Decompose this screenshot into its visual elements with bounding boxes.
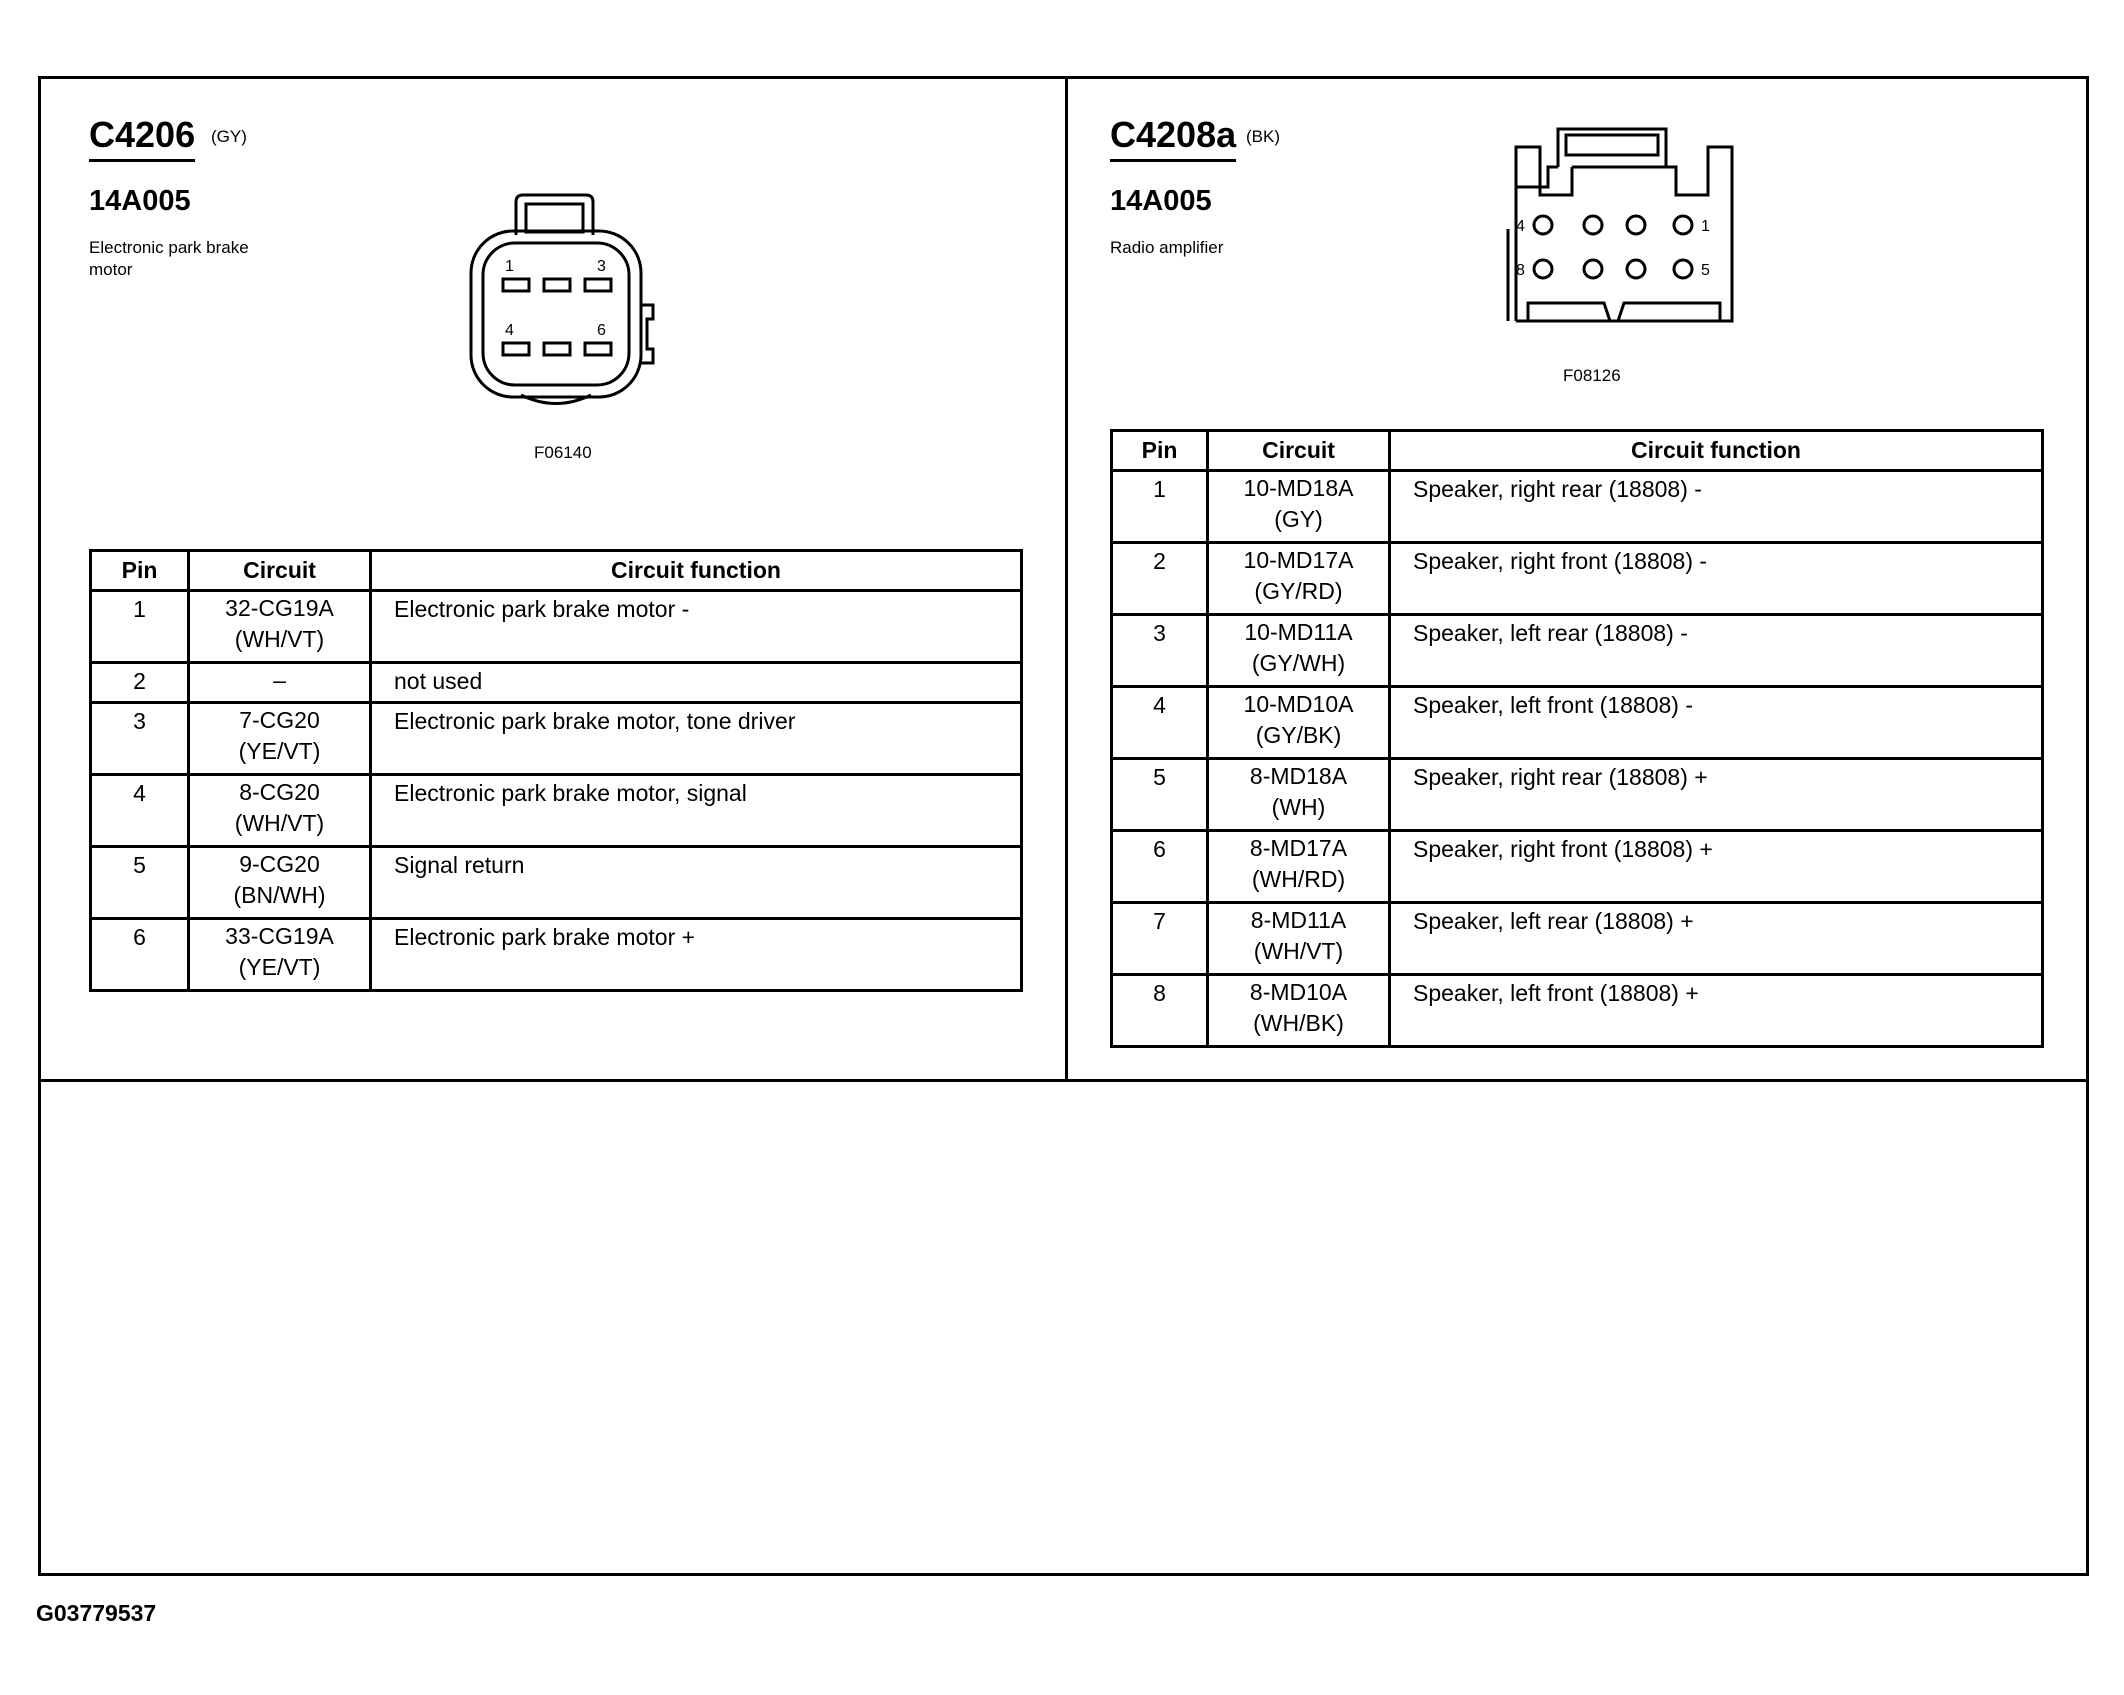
connector-id: C4206: [89, 115, 195, 162]
connector-face-diagram: [461, 187, 701, 427]
table-row: [1112, 687, 2043, 759]
wire-color: (WH/VT): [234, 810, 325, 836]
circuit-cell: [1208, 471, 1390, 543]
connector-panel-c4208a: [1068, 79, 2089, 1079]
connector-panel-c4206: [41, 79, 1065, 1079]
circuit-function: Electronic park brake motor, signal: [371, 775, 1022, 847]
pin-cavity-1: [1674, 216, 1692, 234]
circuit-id: 32-CG19A: [225, 595, 334, 621]
wire-color: (BN/WH): [233, 882, 326, 908]
wire-color: (GY/WH): [1251, 650, 1346, 676]
connector-sheet: [38, 76, 2089, 1576]
table-row: [1112, 831, 2043, 903]
circuit-id: 10-MD18A: [1243, 475, 1354, 501]
wire-color: (WH/RD): [1251, 866, 1346, 892]
graphic-id: G03779537: [36, 1600, 157, 1626]
circuit-id: –: [273, 667, 286, 693]
circuit-id: 10-MD11A: [1244, 619, 1353, 645]
connector-keyway-right: [1618, 303, 1720, 321]
column-header-circuit: Circuit: [189, 551, 371, 591]
pin-number: 3: [91, 703, 189, 775]
circuit-cell: [1208, 543, 1390, 615]
circuit-id: 8-MD18A: [1249, 763, 1348, 789]
pin-number: 3: [1112, 615, 1208, 687]
pin-cavity-2: [1627, 216, 1645, 234]
table-header-row: [91, 551, 1022, 591]
pin-cavity-6: [585, 343, 611, 355]
connector-color: (GY): [211, 127, 247, 146]
pin-label: 3: [597, 258, 606, 275]
pin-label: 4: [505, 322, 514, 339]
pin-number: 6: [1112, 831, 1208, 903]
pin-label: 8: [1516, 262, 1525, 279]
pin-number: 1: [1112, 471, 1208, 543]
connector-description: Electronic park brake motor: [89, 238, 249, 279]
circuit-function: Signal return: [371, 847, 1022, 919]
connector-keyway-left: [1528, 303, 1610, 321]
circuit-id: 33-CG19A: [225, 923, 334, 949]
circuit-function: Electronic park brake motor, tone driver: [371, 703, 1022, 775]
table-row: [91, 591, 1022, 663]
pin-number: 6: [91, 919, 189, 991]
circuit-id: 10-MD17A: [1243, 547, 1354, 573]
circuit-function: Speaker, left front (18808) -: [1390, 687, 2043, 759]
connector-color: (BK): [1246, 127, 1280, 146]
connector-latch: [526, 204, 583, 232]
wire-color: (GY/BK): [1255, 722, 1342, 748]
circuit-function: Electronic park brake motor +: [371, 919, 1022, 991]
table-header-row: [1112, 431, 2043, 471]
pin-number: 5: [91, 847, 189, 919]
table-row: [91, 775, 1022, 847]
connector-face-diagram: [1478, 121, 1738, 361]
pin-cavity-7: [1584, 260, 1602, 278]
table-row: [91, 703, 1022, 775]
circuit-id: 8-MD17A: [1249, 835, 1348, 861]
wire-color: (WH): [1271, 794, 1326, 820]
pin-number: 2: [91, 663, 189, 703]
circuit-id: 7-CG20: [239, 707, 320, 733]
pin-label: 4: [1516, 218, 1525, 235]
circuit-cell: [189, 663, 371, 703]
wire-color: (WH/BK): [1253, 1010, 1344, 1036]
table-row: [1112, 975, 2043, 1047]
wire-color: (WH/VT): [234, 626, 325, 652]
circuit-function: Speaker, right rear (18808) -: [1390, 471, 2043, 543]
pin-number: 1: [91, 591, 189, 663]
column-header-pin: Pin: [91, 551, 189, 591]
pin-label: 6: [597, 322, 606, 339]
figure-id: F06140: [534, 443, 592, 462]
connector-latch-outline: [516, 195, 593, 235]
connector-description: Radio amplifier: [1110, 238, 1224, 257]
circuit-function: Speaker, left front (18808) +: [1390, 975, 2043, 1047]
table-row: [1112, 615, 2043, 687]
wire-color: (GY): [1274, 506, 1323, 532]
pin-number: 2: [1112, 543, 1208, 615]
wire-color: (YE/VT): [238, 738, 321, 764]
pin-label: 1: [505, 258, 514, 275]
pin-cavity-5: [1674, 260, 1692, 278]
connector-id: C4208a: [1110, 115, 1236, 162]
pinout-table: [1110, 429, 2044, 1048]
wire-color: (GY/RD): [1254, 578, 1343, 604]
circuit-cell: [189, 775, 371, 847]
circuit-cell: [189, 591, 371, 663]
table-row: [1112, 471, 2043, 543]
circuit-id: 8-MD10A: [1249, 979, 1348, 1005]
panel-divider-horizontal: [41, 1079, 2086, 1082]
pin-cavity-5: [544, 343, 570, 355]
circuit-id: 10-MD10A: [1243, 691, 1354, 717]
column-header-function: Circuit function: [371, 551, 1022, 591]
figure-id: F08126: [1563, 366, 1621, 385]
part-number: 14A005: [89, 185, 191, 217]
pin-label: 5: [1701, 262, 1710, 279]
pin-number: 5: [1112, 759, 1208, 831]
wire-color: (WH/VT): [1253, 938, 1344, 964]
pin-cavity-2: [544, 279, 570, 291]
circuit-cell: [1208, 903, 1390, 975]
pin-number: 8: [1112, 975, 1208, 1047]
circuit-cell: [1208, 759, 1390, 831]
circuit-function: Speaker, left rear (18808) +: [1390, 903, 2043, 975]
connector-body-outer: [471, 231, 641, 397]
circuit-cell: [1208, 975, 1390, 1047]
circuit-id: 8-MD11A: [1250, 907, 1347, 933]
part-number: 14A005: [1110, 185, 1212, 217]
pin-cavity-3: [585, 279, 611, 291]
circuit-function: Electronic park brake motor -: [371, 591, 1022, 663]
circuit-cell: [1208, 831, 1390, 903]
table-row: [91, 919, 1022, 991]
circuit-function: not used: [371, 663, 1022, 703]
circuit-function: Speaker, left rear (18808) -: [1390, 615, 2043, 687]
pin-cavity-6: [1627, 260, 1645, 278]
table-row: [91, 663, 1022, 703]
circuit-cell: [1208, 615, 1390, 687]
circuit-cell: [1208, 687, 1390, 759]
table-row: [1112, 759, 2043, 831]
circuit-cell: [189, 919, 371, 991]
column-header-pin: Pin: [1112, 431, 1208, 471]
table-row: [1112, 903, 2043, 975]
pin-number: 4: [1112, 687, 1208, 759]
wire-color: (YE/VT): [238, 954, 321, 980]
table-row: [1112, 543, 2043, 615]
connector-latch: [1566, 135, 1658, 155]
circuit-function: Speaker, right rear (18808) +: [1390, 759, 2043, 831]
circuit-cell: [189, 703, 371, 775]
circuit-function: Speaker, right front (18808) -: [1390, 543, 2043, 615]
pin-number: 7: [1112, 903, 1208, 975]
pin-cavity-4: [503, 343, 529, 355]
circuit-id: 9-CG20: [239, 851, 320, 877]
pin-cavity-3: [1584, 216, 1602, 234]
pin-cavity-4: [1534, 216, 1552, 234]
pin-cavity-8: [1534, 260, 1552, 278]
column-header-function: Circuit function: [1390, 431, 2043, 471]
circuit-id: 8-CG20: [239, 779, 320, 805]
circuit-function: Speaker, right front (18808) +: [1390, 831, 2043, 903]
pin-label: 1: [1701, 218, 1710, 235]
column-header-circuit: Circuit: [1208, 431, 1390, 471]
pin-number: 4: [91, 775, 189, 847]
table-row: [91, 847, 1022, 919]
connector-side-tab: [641, 305, 653, 363]
pin-cavity-1: [503, 279, 529, 291]
circuit-cell: [189, 847, 371, 919]
pinout-table: [89, 549, 1023, 992]
